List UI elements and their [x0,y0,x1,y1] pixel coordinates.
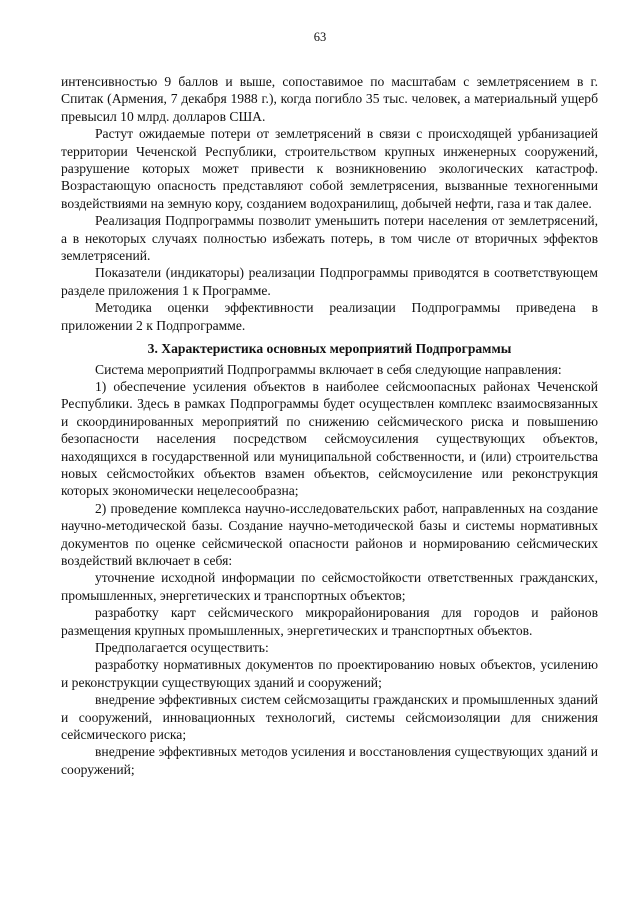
paragraph-expected-losses: Растут ожидаемые потери от землетрясений в связи с происходящей урбанизацией территории Чеченской Республики, строительством крупных инженерных сооружений, разрушение которых может привести к возникновению экологических катастроф. Возрастающую опасность представляют собой землетрясения, вызванные техногенными воздействиями на земную кору, созданием водохранилищ, добычей нефти, газа и так далее. [61,126,598,211]
paragraph-seismic-protection: внедрение эффективных систем сейсмозащиты гражданских и промышленных зданий и сооружений, инновационных технологий, системы сейсмоизоляции для снижения сейсмического риска; [61,692,598,743]
paragraph-planned: Предполагается осуществить: [95,640,269,655]
paragraph-system-intro: Система мероприятий Подпрограммы включает в себя следующие направления: [95,361,562,377]
section-heading: 3. Характеристика основных мероприятий Подпрограммы [147,341,512,357]
list-item-direction-1: 1) обеспечение усиления объектов в наиболее сейсмоопасных районах Чеченской Республики. Здесь в рамках Подпрограммы будет осуществлен комплекс взаимосвязанных и скоординированных мероприятий по снижению сейсмического риска и повышению безопасности населения посредством сейсмоусиления существующих объектов, находящихся в государственной или муниципальной собственности, и (или) строительства новых сейсмостойких объектов взамен объектов, сейсмоусиление или реконструкция которых экономически нецелесообразна; [61,378,598,499]
list-item-direction-2: 2) проведение комплекса научно-исследовательских работ, направленных на создание научно-методической базы. Создание научно-методической базы и системы нормативных документов по оценке сейсмической опасности районов и нормированию сейсмических воздействий включает в себя: [61,500,598,568]
paragraph-strengthening-methods: внедрение эффективных методов усиления и восстановления существующих зданий и сооружений; [61,744,598,777]
paragraph-indicators: Показатели (индикаторы) реализации Подпрограммы приводятся в соответствующем разделе приложения 1 к Программе. [61,265,598,298]
paragraph-refinement: уточнение исходной информации по сейсмостойкости ответственных гражданских, промышленных, энергетических и транспортных объектов; [61,570,598,603]
paragraph-continuation: интенсивностью 9 баллов и выше, сопоставимое по масштабам с землетрясением в г. Спитак (Армения, 7 декабря 1988 г.), когда погибло 35 тыс. человек, а материальный ущерб превысил 10 млрд. долларов США. [61,74,598,124]
paragraph-implementation: Реализация Подпрограммы позволит уменьшить потери населения от землетрясений, а в некоторых случаях полностью избежать потерь, в том числе от вторичных эффектов землетрясений. [61,213,598,264]
paragraph-methodology: Методика оценки эффективности реализации Подпрограммы приведена в приложении 2 к Подпрограмме. [61,300,598,333]
paragraph-normative-docs: разработку нормативных документов по проектированию новых объектов, усилению и реконструкции существующих зданий и сооружений; [61,657,598,690]
paragraph-microzoning-maps: разработку карт сейсмического микрорайонирования для городов и районов размещения крупных промышленных, энергетических и транспортных объектов. [61,605,598,638]
page-body [61,73,598,778]
page-number: 63 [313,30,327,44]
